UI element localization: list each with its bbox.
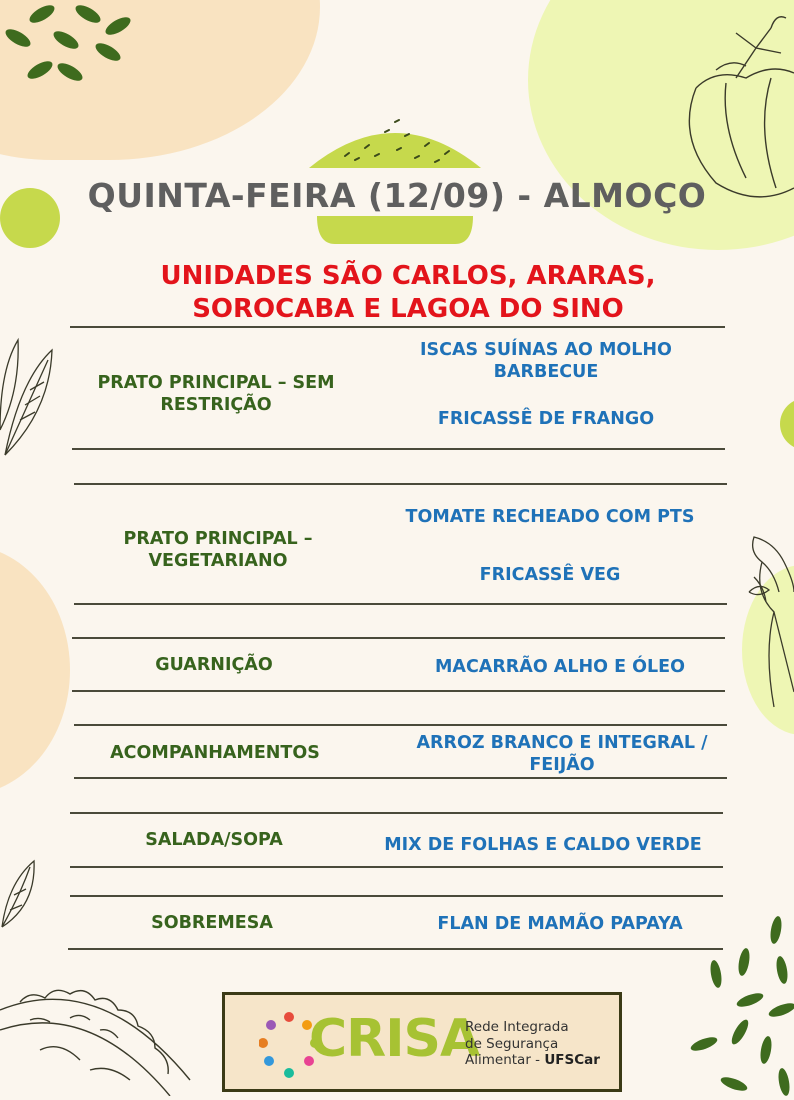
- units-subtitle-line-1: UNIDADES SÃO CARLOS, ARARAS,: [160, 261, 656, 291]
- taco-illustration: [0, 980, 200, 1096]
- divider: [70, 866, 723, 868]
- peach-blob-left: [0, 545, 70, 795]
- menu-item: FRICASSÊ DE FRANGO: [437, 409, 655, 429]
- divider: [72, 637, 725, 639]
- menu-item: ISCAS SUÍNAS AO MOLHO BARBECUE: [420, 340, 672, 382]
- page-title: QUINTA-FEIRA (12/09) - ALMOÇO: [87, 176, 707, 215]
- leaf-illustration-lower-left: [0, 855, 40, 930]
- menu-item: MACARRÃO ALHO E ÓLEO: [434, 657, 686, 677]
- menu-category: SALADA/SOPA: [145, 830, 283, 850]
- divider: [72, 690, 725, 692]
- seeds-decoration-bottom-right: [664, 912, 794, 1096]
- divider: [74, 777, 727, 779]
- leaf-illustration-left: [0, 330, 56, 460]
- units-subtitle-line-2: SOROCABA E LAGOA DO SINO: [192, 294, 624, 324]
- lime-circle-right: [780, 398, 794, 450]
- menu-item: MIX DE FOLHAS E CALDO VERDE: [384, 835, 702, 855]
- divider: [74, 724, 727, 726]
- menu-category: GUARNIÇÃO: [155, 655, 273, 675]
- seeds-decoration-top-left: [0, 0, 140, 100]
- divider: [72, 448, 725, 450]
- menu-category: PRATO PRINCIPAL – SEM RESTRIÇÃO: [97, 373, 335, 415]
- divider: [74, 603, 727, 605]
- menu-item: FRICASSÊ VEG: [479, 565, 621, 585]
- lettuce-illustration-right: [744, 532, 794, 712]
- crisa-footer: [222, 992, 622, 1092]
- crisa-logo: CRISA: [309, 1009, 480, 1069]
- divider: [70, 326, 725, 328]
- crisa-description: Rede Integrada de Segurança Alimentar - UFSCar: [465, 1019, 600, 1068]
- menu-category: PRATO PRINCIPAL – VEGETARIANO: [123, 529, 313, 571]
- units-subtitle: [0, 260, 794, 326]
- menu-item: FLAN DE MAMÃO PAPAYA: [437, 914, 683, 934]
- divider: [68, 948, 723, 950]
- menu-category: ACOMPANHAMENTOS: [110, 743, 320, 763]
- divider: [70, 895, 723, 897]
- menu-category: SOBREMESA: [151, 913, 273, 933]
- divider: [74, 483, 727, 485]
- menu-item: TOMATE RECHEADO COM PTS: [405, 507, 695, 527]
- menu-item: ARROZ BRANCO E INTEGRAL / FEIJÃO: [416, 733, 708, 775]
- divider: [70, 812, 723, 814]
